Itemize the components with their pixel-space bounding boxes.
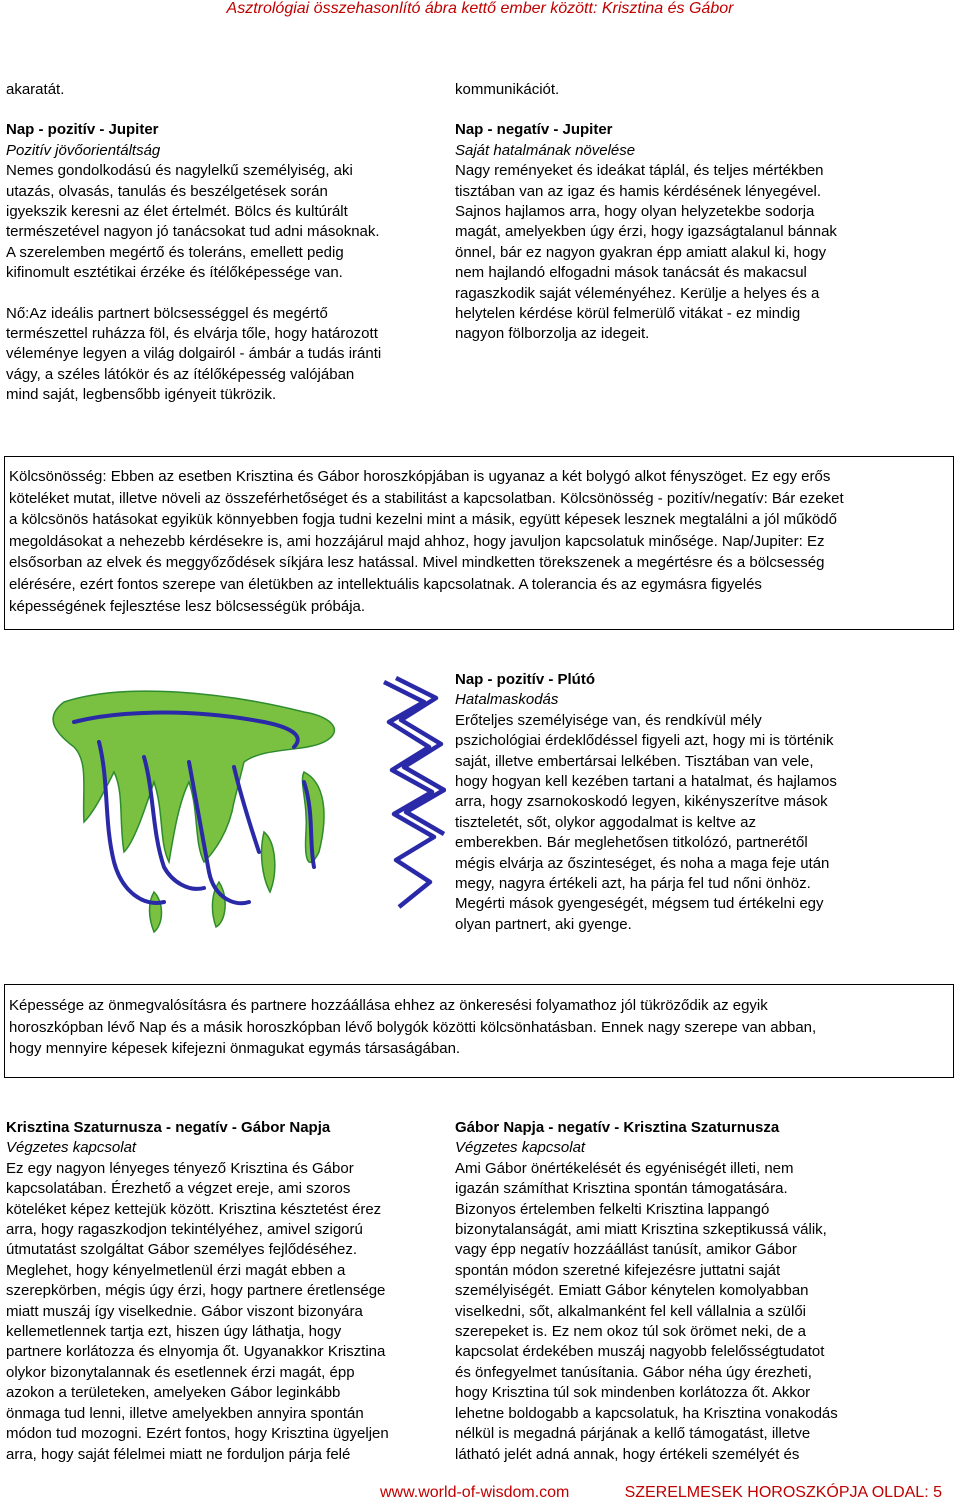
text-line: arra, hogy ragaszkodjon tekintélyéhez, amivel szigorú xyxy=(6,1221,363,1239)
text-line: igazán számíthat Krisztina spontán támogatására. xyxy=(455,1180,788,1198)
abstract-drawing xyxy=(4,662,446,942)
text-line: azokon a területeken, amelyeken Gábor leginkább xyxy=(6,1384,341,1402)
text-line: olykor bizonytalannak és esetlennek érzi magát, épp xyxy=(6,1363,355,1381)
text-line: partnere korlátozza és elnyomja őt. Ugyanakkor Krisztina xyxy=(6,1343,386,1361)
text-line: nagyon fölborzolja az idegeit. xyxy=(455,325,650,343)
aspect-subtitle: Végzetes kapcsolat xyxy=(455,1139,586,1157)
text-line: viselkedni, sőt, alkalmanként fel kell vállalnia a szülői xyxy=(455,1302,807,1320)
text-line: képességének fejlesztése lesz bölcsességük próbája. xyxy=(9,597,366,615)
text-line: Ami Gábor önértékelését és egyéniségét illeti, nem xyxy=(455,1159,794,1177)
text-line: igyekszik keresni az élet értelmét. Bölcs és kultúrált xyxy=(6,203,348,221)
text-line: természetével nagyon jó tanácsokat tud adni másoknak. xyxy=(6,223,380,241)
text-line: Kölcsönösség: Ebben az esetben Krisztina és Gábor horoszkópjában is ugyanaz a két bolygó alkot fényszöget. Ez egy erős xyxy=(9,468,831,485)
text-line: kifinomult esztétikai érzéke és ítélőképessége van. xyxy=(6,264,343,282)
text-line: elsősorban az elvek és meggyőződések síkjára lesz hatással. Mivel mindketten törekszenek a megértésre és a bölcsesség xyxy=(9,554,825,572)
aspect-title: Krisztina Szaturnusza - negatív - Gábor Napja xyxy=(6,1119,331,1136)
text-line: Nemes gondolkodású és nagylelkű személyiség, aki xyxy=(6,162,353,180)
text-line: mind saját, legbensőbb igényeit tükrözik. xyxy=(6,386,277,404)
self-expression-box xyxy=(4,984,954,1078)
text-line: spontán módon szeretné kifejezésre juttatni saját xyxy=(455,1261,781,1279)
text-line: mégis elvárja az őszinteséget, és noha a maga feje után xyxy=(455,854,830,872)
text-line: A szerelemben megértő és toleráns, emellett pedig xyxy=(6,243,344,261)
text-line: Megérti mások gyengeségét, mégsem tud értékelni egy xyxy=(455,895,824,913)
text-line: és önfegyelmet tanúsítania. Gábor néha úgy érezheti, xyxy=(455,1363,812,1381)
text-line: olyan partnert, aki gyenge. xyxy=(455,915,632,933)
text-line: kapcsolat érdekében muszáj nagyobb felelősségtudatot xyxy=(455,1343,825,1361)
text-line: vagy épp negatív hozzáállást tanúsít, amikor Gábor xyxy=(455,1241,797,1259)
page-footer xyxy=(0,1484,960,1504)
right-top-column xyxy=(455,80,955,345)
aspect-title: Nap - pozitív - Jupiter xyxy=(6,121,159,139)
text-line: emberekben. Bár meglehetősen titkolózó, partnerétől xyxy=(455,834,808,852)
text-line: köteléket mutat, illetve növeli az összeférhetőséget és a stabilitást a kapcsolatban. Kölcsönösség - pozitív/negatív: Bár ezeket xyxy=(9,489,844,507)
text-line: utazás, olvasás, tanulás és beszélgetések során xyxy=(6,182,328,200)
text-line: tisztában van az igaz és hamis kérdésének lényegével. xyxy=(455,182,822,200)
footer-page-label: SZERELMESEK HOROSZKÓPJA OLDAL: 5 xyxy=(624,1484,942,1501)
text-line: vágy, a széles látókör és az ítélőképesség valójában xyxy=(6,365,355,383)
drawing-svg xyxy=(4,662,446,942)
aspect-subtitle: Végzetes kapcsolat xyxy=(6,1139,137,1157)
text-line: Erőteljes személyisége van, és rendkívül mély xyxy=(455,711,762,729)
text-line: köteléket képez kettejük között. Krisztina késztetést érez xyxy=(6,1200,382,1218)
text-line: szerepeket is. Ez nem okoz túl sok örömet neki, de a xyxy=(455,1323,806,1341)
aspect-subtitle: Hatalmaskodás xyxy=(455,691,559,709)
footer-url[interactable]: www.world-of-wisdom.com xyxy=(380,1484,570,1501)
right-mid-column xyxy=(455,670,955,935)
text-line: hogy Krisztina túl sok mindenben korlátozza őt. Akkor xyxy=(455,1384,811,1402)
text-line: szerepkörben, mégis úgy érzi, hogy partnere éretlensége xyxy=(6,1282,386,1300)
text-line: kellemetlennek tartja ezt, hiszen úgy láthatja, hogy xyxy=(6,1323,342,1341)
continued-text: kommunikációt. xyxy=(455,81,560,98)
reciprocity-box xyxy=(4,456,954,630)
aspect-title: Nap - negatív - Jupiter xyxy=(455,121,613,139)
text-line: tiszteletét, sőt, olykor aggodalmat is keltve az xyxy=(455,813,756,831)
text-line: miatt muszáj így viselkednie. Gábor viszont bizonyára xyxy=(6,1302,363,1320)
text-line: megy, nagyra értékeli azt, ha párja fel tud nőni önhöz. xyxy=(455,875,811,893)
text-line: pszichológiai érdeklődéssel figyeli azt, hogy mi is történik xyxy=(455,732,834,750)
text-line: ragaszkodik saját véleményéhez. Kerülje a helyes és a xyxy=(455,284,820,302)
text-line: saját, illetve embertársai lelkében. Tisztában van vele, xyxy=(455,752,814,770)
text-line: Nő:Az ideális partnert bölcsességgel és megértő xyxy=(6,304,328,322)
continued-text: akaratát. xyxy=(6,81,65,98)
text-line: helytelen kérdése körül felmerülő vitákat - ez mindig xyxy=(455,305,801,323)
text-line: véleménye legyen a világ dolgairól - ámbár a tudás iránti xyxy=(6,345,382,363)
left-bottom-column xyxy=(6,1118,451,1465)
text-line: Nagy reményeket és ideákat táplál, és teljes mértékben xyxy=(455,162,824,180)
text-line: útmutatást szolgáltat Gábor személyes fejlődéséhez. xyxy=(6,1241,358,1259)
aspect-title: Nap - pozitív - Plútó xyxy=(455,671,595,688)
text-line: kapcsolatában. Érezhető a végzet ereje, ami szoros xyxy=(6,1180,351,1198)
right-bottom-column xyxy=(455,1118,955,1465)
text-line: módon tud mozogni. Ezért fontos, hogy Krisztina ügyeljen xyxy=(6,1425,389,1443)
text-line: elérésére, ezért fontos szerepe van életükben az intellektuális kapcsolatnak. A tolerancia és az egymásra figyelés xyxy=(9,575,762,593)
text-line: hogy mennyire képesek kifejezni önmagukat egymás társaságában. xyxy=(9,1040,461,1058)
text-line: önnel, bár ez nagyon gyakran épp amiatt alakul ki, hogy xyxy=(455,243,827,261)
text-line: nem hajlandó elfogadni mások tanácsát és makacsul xyxy=(455,264,807,282)
text-line: személyiségét. Emiatt Gábor kénytelen komolyabban xyxy=(455,1282,809,1300)
text-line: Meglehet, hogy kényelmetlenül érzi magát ebben a xyxy=(6,1261,346,1279)
text-line: bizonytalanságát, ami miatt Krisztina szkeptikussá válik, xyxy=(455,1221,827,1239)
text-line: Sajnos hajlamos arra, hogy olyan helyzetekbe sodorja xyxy=(455,203,815,221)
aspect-subtitle: Saját hatalmának növelése xyxy=(455,141,636,159)
text-line: horoszkópban lévő Nap és a másik horoszkópban lévő bolygók közötti kölcsönhatásban. Ennek nagy szerepe van abban, xyxy=(9,1018,817,1036)
text-line: a kölcsönös hatásokat egyikük könnyebben fogja tudni kezelni mint a másik, együtt képesek lesznek megtalálni a jól működő xyxy=(9,511,837,529)
text-line: önmaga tud lenni, illetve amelyekben annyira spontán xyxy=(6,1404,364,1422)
text-line: hogy hogyan kell kezében tartani a hatalmat, és hajlamos xyxy=(455,773,837,791)
page-header xyxy=(0,0,960,24)
text-line: arra, hogy zsarnokoskodó legyen, kikényszerítve mások xyxy=(455,793,828,811)
text-line: nélkül is megadná párjának a kellő támogatást, illetve xyxy=(455,1425,811,1443)
text-line: lehetne boldogabb a kapcsolatuk, ha Krisztina vonakodás xyxy=(455,1404,838,1422)
left-top-column xyxy=(6,80,446,406)
aspect-title: Gábor Napja - negatív - Krisztina Szaturnusza xyxy=(455,1119,780,1136)
text-line: Bizonyos értelemben felkelti Krisztina lappangó xyxy=(455,1200,770,1218)
text-line: Ez egy nagyon lényeges tényező Krisztina és Gábor xyxy=(6,1159,354,1177)
text-line: természettel ruházza föl, és elvárja tőle, hogy határozott xyxy=(6,325,378,343)
text-line: látható jelét adná annak, hogy értékeli személyét és xyxy=(455,1445,800,1463)
header-title: Asztrológiai összehasonlító ábra kettő ember között: Krisztina és Gábor xyxy=(226,0,734,17)
text-line: arra, hogy saját félelmei miatt ne forduljon párja felé xyxy=(6,1445,351,1463)
text-line: magát, amelyekben úgy érzi, hogy igazságtalanul bánnak xyxy=(455,223,837,241)
text-line: Képessége az önmegvalósításra és partnere hozzáállása ehhez az önkeresési folyamathoz jól tükröződik az egyik xyxy=(9,997,768,1014)
text-line: megoldásokat a nehezebb kérdésekre is, ami hozzájárul majd ahhoz, hogy javuljon kapcsolatuk minősége. Nap/Jupiter: Ez xyxy=(9,532,825,550)
aspect-subtitle: Pozitív jövőorientáltság xyxy=(6,141,161,159)
